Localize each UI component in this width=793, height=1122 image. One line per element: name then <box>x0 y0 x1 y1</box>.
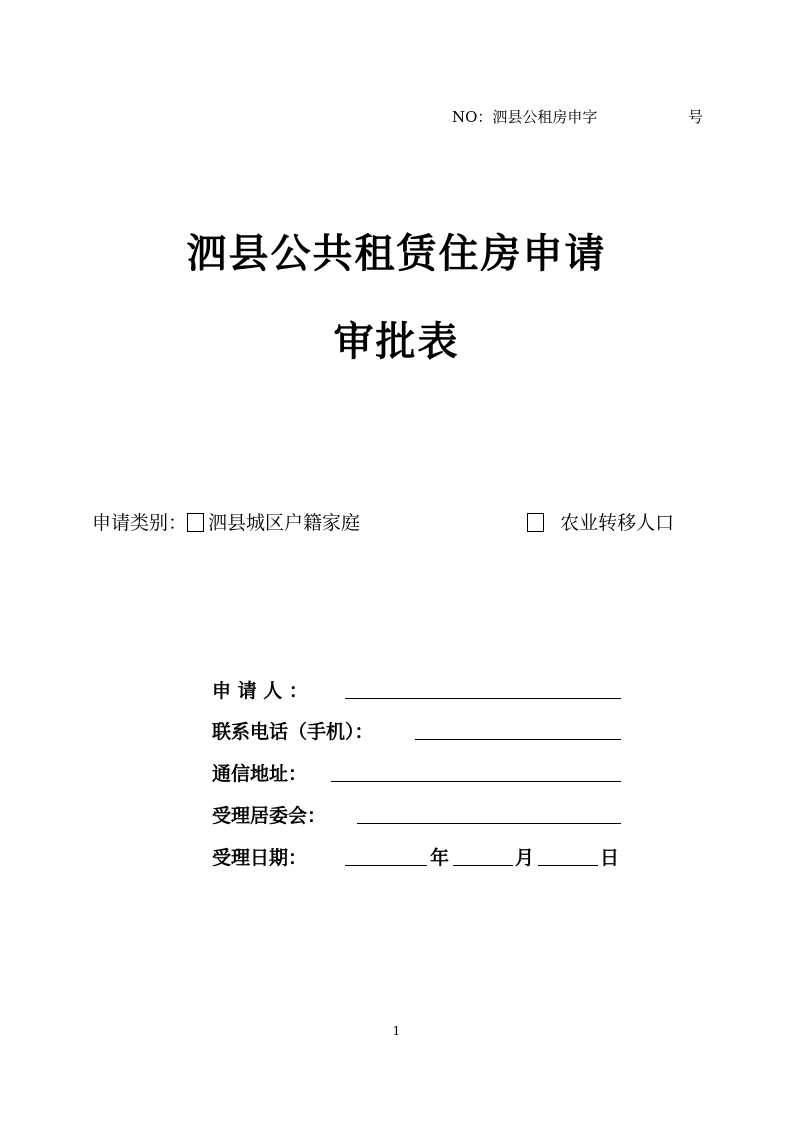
page-subtitle: 审批表 <box>333 318 460 365</box>
document-number-label: NO：泗县公租房申字 <box>452 108 598 126</box>
checkbox-urban-household[interactable] <box>187 513 204 532</box>
year-label: 年 <box>430 847 450 869</box>
applicant-field[interactable] <box>345 698 621 699</box>
application-category <box>92 508 675 535</box>
document-number-suffix: 号 <box>688 108 704 126</box>
address-label: 通信地址： <box>212 763 308 785</box>
phone-label: 联系电话（手机）： <box>212 721 374 743</box>
option-migrant-group <box>527 508 674 535</box>
committee-field[interactable] <box>357 823 621 824</box>
date-label: 受理日期： <box>212 847 308 869</box>
address-field[interactable] <box>331 781 621 782</box>
applicant-label: 申 请 人 ： <box>212 680 308 702</box>
page-title: 泗县公共租赁住房申请 <box>186 230 607 277</box>
month-field[interactable] <box>453 865 513 866</box>
option-migrant-population: 农业转移人口 <box>560 512 675 534</box>
checkbox-migrant-population[interactable] <box>527 513 544 532</box>
committee-label: 受理居委会： <box>212 805 327 827</box>
document-number <box>452 106 704 127</box>
month-label: 月 <box>515 847 535 869</box>
category-label: 申请类别： <box>92 512 188 534</box>
option-urban-household: 泗县城区户籍家庭 <box>208 512 361 534</box>
phone-field[interactable] <box>415 739 621 740</box>
day-label: 日 <box>600 847 620 869</box>
day-field[interactable] <box>538 865 598 866</box>
page-number: 1 <box>392 1024 401 1038</box>
year-field[interactable] <box>345 865 427 866</box>
